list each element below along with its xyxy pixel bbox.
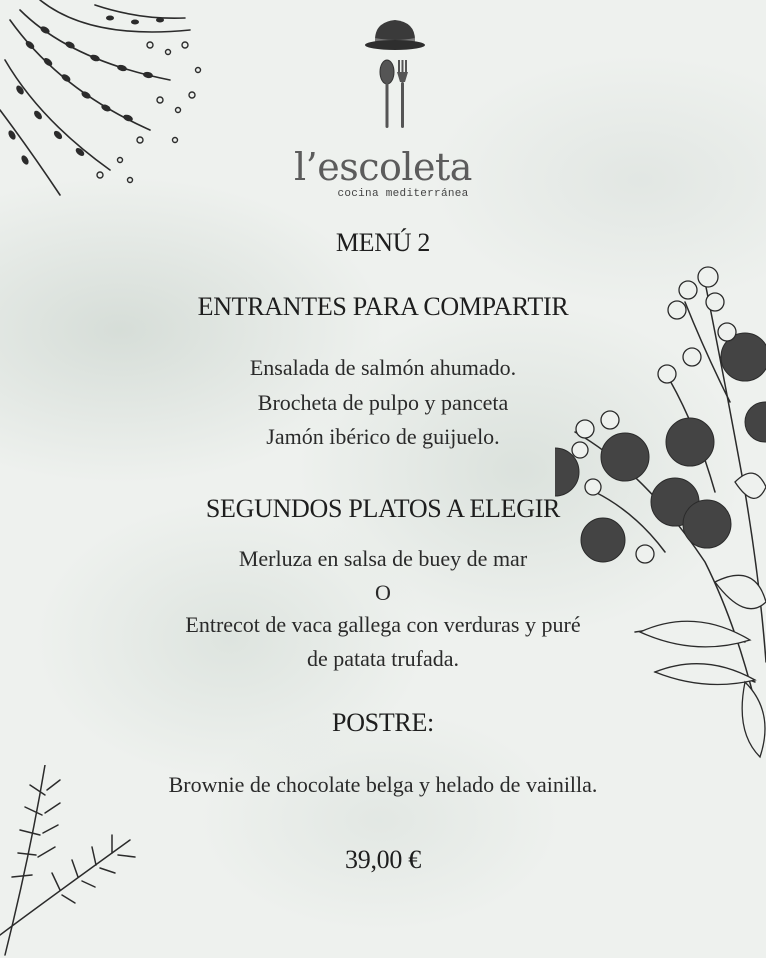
starter-item: Jamón ibérico de guijuelo. — [266, 424, 500, 449]
main-item-continued: de patata trufada. — [306, 646, 460, 671]
spoon-icon — [380, 60, 394, 128]
starter-item: Ensalada de salmón ahumado. — [249, 355, 517, 380]
bowler-hat-icon — [365, 20, 425, 50]
dessert-heading: POSTRE: — [332, 708, 434, 737]
fork-icon — [397, 60, 408, 128]
starter-item: Brocheta de pulpo y panceta — [257, 390, 509, 415]
main-item: Entrecot de vaca gallega con verduras y puré — [185, 612, 581, 637]
mains-heading: SEGUNDOS PLATOS A ELEGIR — [205, 494, 561, 523]
menu-title: MENÚ 2 — [335, 228, 431, 257]
main-item: Merluza en salsa de buey de mar — [238, 546, 528, 571]
main-separator: O — [375, 580, 391, 605]
dessert-item: Brownie de chocolate belga y helado de vainilla. — [168, 772, 598, 797]
brand-tagline: cocina mediterránea — [337, 188, 469, 200]
brand-name: l’escoleta — [294, 145, 472, 189]
logo — [360, 14, 430, 132]
price: 39,00 € — [345, 845, 421, 874]
starters-heading: ENTRANTES PARA COMPARTIR — [197, 292, 569, 321]
